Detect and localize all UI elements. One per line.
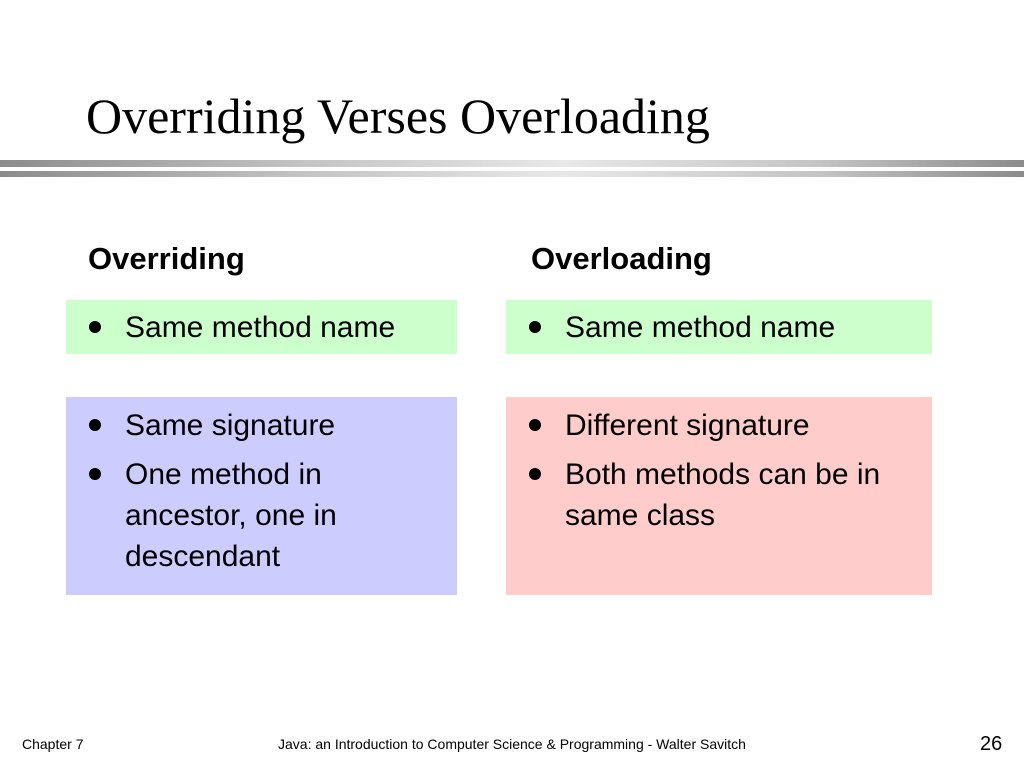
bullet-text: Same method name [565, 311, 836, 344]
overriding-heading: Overriding [88, 241, 245, 276]
bullet-icon [529, 321, 541, 333]
bullet-icon [529, 419, 541, 431]
list-item [66, 454, 429, 577]
footer-chapter: Chapter 7 [22, 736, 84, 752]
list-item [506, 405, 902, 446]
list-item [66, 405, 429, 446]
bullet-text: Both methods can be in same class [565, 458, 881, 532]
footer-page-number: 26 [980, 733, 1003, 755]
title-divider-bottom [0, 171, 1024, 177]
bullet-icon [89, 321, 101, 333]
bullet-icon [529, 468, 541, 480]
bullet-text: One method in ancestor, one in descendant [125, 458, 337, 573]
footer-book-title: Java: an Introduction to Computer Science & Programming - Walter Savitch [278, 736, 746, 752]
overloading-heading: Overloading [531, 241, 712, 276]
slide-title: Overriding Verses Overloading [86, 88, 710, 144]
list-item [506, 307, 932, 348]
overriding-shared-box [66, 300, 457, 354]
overloading-distinct-box [506, 397, 932, 595]
overriding-distinct-box [66, 397, 457, 595]
title-divider-top [0, 160, 1024, 167]
bullet-text: Same method name [125, 311, 396, 344]
bullet-text: Same signature [125, 409, 336, 442]
list-item [506, 454, 902, 536]
overloading-shared-box [506, 300, 932, 354]
list-item [66, 307, 457, 348]
bullet-icon [89, 468, 101, 480]
bullet-icon [89, 419, 101, 431]
bullet-text: Different signature [565, 409, 810, 442]
